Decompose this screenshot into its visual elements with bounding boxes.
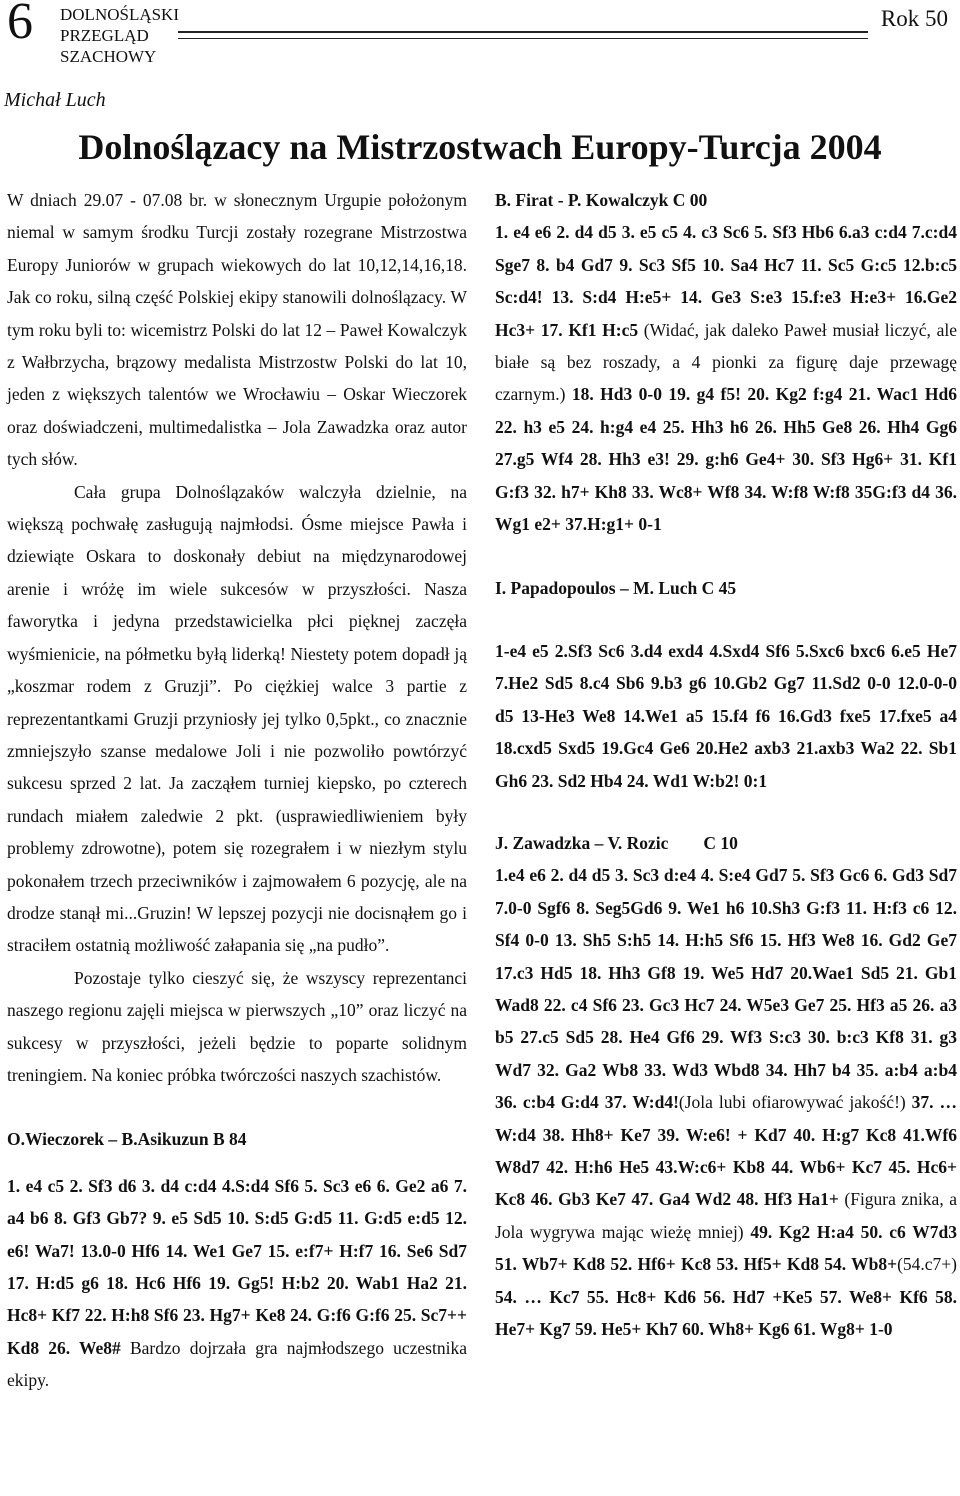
- game-moves: [7, 1170, 467, 1397]
- article-author: Michał Luch: [4, 89, 106, 111]
- game-moves-text: 37. …W:d4 38. Hh8+ Ke7 39. W:e6! + Kd7 40. H:g7 Kc8 41.Wf6 W8d7 42. H:h6 He5 43.W:c6+ Kb8 44. Wb6+ Kc7 45. Hc6+ Kc8 46. Gb3 Ke7 47. Ga4 Wd2 48. Hf3 Ha1+: [495, 1092, 958, 1210]
- game-moves-text: 1-e4 e5 2.Sf3 Sc6 3.d4 exd4 4.Sxd4 Sf6 5.Sxc6 bxc6 6.e5 He7 7.He2 Sd5 8.c4 Sb6 9.b3 g6 10.Gb2 Gg7 11.Sd2 0-0 12.0-0-0 d5 13-He3 We8 14.We1 a5 15.f4 f6 16.Gd3 fxe5 17.fxe5 a4 18.cxd5 Sxd5 19.Gc4 Ge6 20.He2 axb3 21.axb3 Wa2 22. Sb1 Gh6 23. Sd2 Hb4 24. Wd1 W:b2! 0:1: [495, 640, 957, 791]
- game-heading: J. Zawadzka – V. Rozic C 10: [495, 832, 738, 853]
- article-paragraph: W dniach 29.07 - 07.08 br. w słonecznym Urgupie położonym niemal w samym środku Turcji zostały rozegrane Mistrzostwa Europy Juniorów w grupach wiekowych do lat 10,12,14,16,18. Jak co roku, silną część Polskiej ekipy stanowili dolnoślązacy. W tym roku byli to: wicemistrz Polski do lat 12 – Paweł Kowalczyk z Wałbrzycha, brązowy medalista Mistrzostw Polski do lat 10, jeden z większych talentów we Wrocławiu – Oskar Wieczorek oraz doświadczeni, multimedalistka – Jola Zawadzka oraz autor tych słów.: [7, 190, 467, 470]
- magazine-name-line: PRZEGLĄD: [60, 26, 149, 45]
- issue-year: Rok 50: [880, 6, 948, 31]
- header-rule: [178, 31, 868, 39]
- game-comment: (Figura znika, a Jola wygrywa mając wieżę mniej): [495, 1189, 958, 1242]
- left-column: [7, 184, 467, 1397]
- right-column: [495, 184, 957, 1345]
- page-number: 6: [7, 0, 33, 50]
- game-moves-text: 18. Hd3 0-0 19. g4 f5! 20. Kg2 f:g4 21. Wac1 Hd6 22. h3 e5 24. h:g4 e4 25. Hh3 h6 26. Hh5 Ge8 26. Hh4 Gg6 27.g5 Wf4 28. Hh3 e3! 29. g:h6 Ge4+ 30. Sf3 Hg6+ 31. Kf1 G:f3 32. h7+ Kh8 33. Wc8+ Wf8 34. W:f8 W:f8 35G:f3 d4 36. Wg1 e2+ 37.H:g1+ 0-1: [495, 384, 957, 535]
- game-comment: (54.c7+): [897, 1254, 957, 1275]
- game-heading: O.Wieczorek – B.Asikuzun B 84: [7, 1129, 247, 1150]
- game-comment: (Jola lubi ofiarowywać jakość!): [678, 1092, 906, 1113]
- game-comment: (Widać, jak daleko Paweł musiał liczyć, ale białe są bez roszady, a 4 pionki za figurę daje przewagę czarnym.): [495, 319, 958, 405]
- game-moves: [495, 216, 957, 540]
- article-title: Dolnoślązacy na Mistrzostwach Europy-Turcja 2004: [78, 127, 882, 167]
- game-moves-text: 1. e4 c5 2. Sf3 d6 3. d4 c:d4 4.S:d4 Sf6 5. Sc3 e6 6. Ge2 a6 7. a4 b6 8. Gf3 Gb7? 9. e5 Sd5 10. S:d5 G:d5 11. G:d5 e:d5 12. e6! Wa7! 13.0-0 Hf6 14. We1 Ge7 15. e:f7+ H:f7 16. Se6 Sd7 17. H:d5 g6 18. Hc6 Hf6 19. Gg5! H:b2 20. Wab1 Ha2 21. Hc8+ Kf7 22. H:h8 Sf6 23. Hg7+ Ke8 24. G:f6 G:f6 25. Sc7++ Kd8 26. We8#: [7, 1175, 467, 1358]
- game-comment: Bardzo dojrzała gra najmłodszego uczestnika ekipy.: [7, 1337, 467, 1391]
- game-moves: [495, 635, 957, 797]
- magazine-name-line: SZACHOWY: [60, 47, 157, 66]
- game-moves-text: 1.e4 e6 2. d4 d5 3. Sc3 d:e4 4. S:e4 Gd7 5. Sf3 Gc6 6. Gd3 Sd7 7.0-0 Sgf6 8. Seg5Gd6 9. We1 h6 10.Sh3 G:f3 11. H:f3 c6 12. Sf4 0-0 13. Sh5 S:h5 14. H:h5 Sf6 15. Hf3 We8 16. Gd2 Ge7 17.c3 Hd5 18. Hh3 Gf8 19. We5 Hd7 20.Wae1 Sd5 21. Gb1 Wad8 22. c4 Sf6 23. Gc3 Hc7 24. W5e3 Ge7 25. Hf3 a5 26. a3 b5 27.c5 Sd5 28. He4 Gf6 29. Wf3 S:c3 30. b:c3 Kf8 31. g3 Wd7 32. Ga2 Wb8 33. Wd3 Wbd8 34. Hh7 b4 35. a:b4 a:b4 36. c:b4 G:d4 37. W:d4!: [495, 865, 957, 1113]
- article-paragraph: Cała grupa Dolnoślązaków walczyła dzielnie, na większą pochwałę zasługują najmłodsi. Ósme miejsce Pawła i dziewiąte Oskara to doskonały debiut na międzynarodowej arenie i wróżę im wiele sukcesów w przyszłości. Nasza faworytka i jedyna przedstawicielka płci pięknej zaczęła wyśmienicie, na półmetku byłą liderką! Niestety potem dopadł ją „koszmar rodem z Gruzji”. Po ciężkiej walce 3 partie z reprezentantkami Gruzji przyniosły jej tylko 0,5pkt., co znacznie zmniejszyło szanse medalowe Joli i nie pozwoliło powtórzyć sukcesu sprzed 2 lat. Ja zacząłem turniej kiepsko, po czterech rundach miałem zaledwie 2 pkt. (usprawiedliwieniem były problemy zdrowotne), potem się rozegrałem i w niezłym stylu pokonałem trzech przeciwników i zajmowałem 6 pozycję, ale na drodze stanął mi...Gruzin! W lepszej pozycji nie docisnąłem go i straciłem ostatnią możliwość załapania się „na pudło”.: [7, 481, 467, 956]
- article-paragraph: Pozostaje tylko cieszyć się, że wszyscy reprezentanci naszego regionu zajęli miejsca w pierwszych „10” oraz liczyć na sukcesy w przyszłości, jeżeli będzie to poparte solidnym treningiem. Na koniec próbka twórczości naszych szachistów.: [7, 967, 467, 1085]
- game-moves-text: 1. e4 e6 2. d4 d5 3. e5 c5 4. c3 Sc6 5. Sf3 Hb6 6.a3 c:d4 7.c:d4 Sge7 8. b4 Gd7 9. Sc3 Sf5 10. Sa4 Hc7 11. Sc5 G:c5 12.b:c5 Sc:d4! 13. S:d4 H:e5+ 14. Ge3 S:e3 15.f:e3 H:e3+ 16.Ge2 Hc3+ 17. Kf1 H:c5: [495, 222, 957, 340]
- game-moves-text: 54. … Kc7 55. Hc8+ Kd6 56. Hd7 +Ke5 57. We8+ Kf6 58. He7+ Kg7 59. He5+ Kh7 60. Wh8+ Kg6 61. Wg8+ 1-0: [495, 1286, 957, 1339]
- game-moves: [495, 859, 957, 1345]
- magazine-name-line: DOLNOŚLĄSKI: [60, 5, 179, 24]
- magazine-name: [60, 4, 179, 67]
- game-moves-text: 49. Kg2 H:a4 50. c6 W7d3 51. Wb7+ Kd8 52. Hf6+ Kc8 53. Hf5+ Kd8 54. Wb8+: [495, 1221, 957, 1275]
- game-heading: B. Firat - P. Kowalczyk C 00: [495, 190, 708, 210]
- game-heading: I. Papadopoulos – M. Luch C 45: [495, 578, 737, 599]
